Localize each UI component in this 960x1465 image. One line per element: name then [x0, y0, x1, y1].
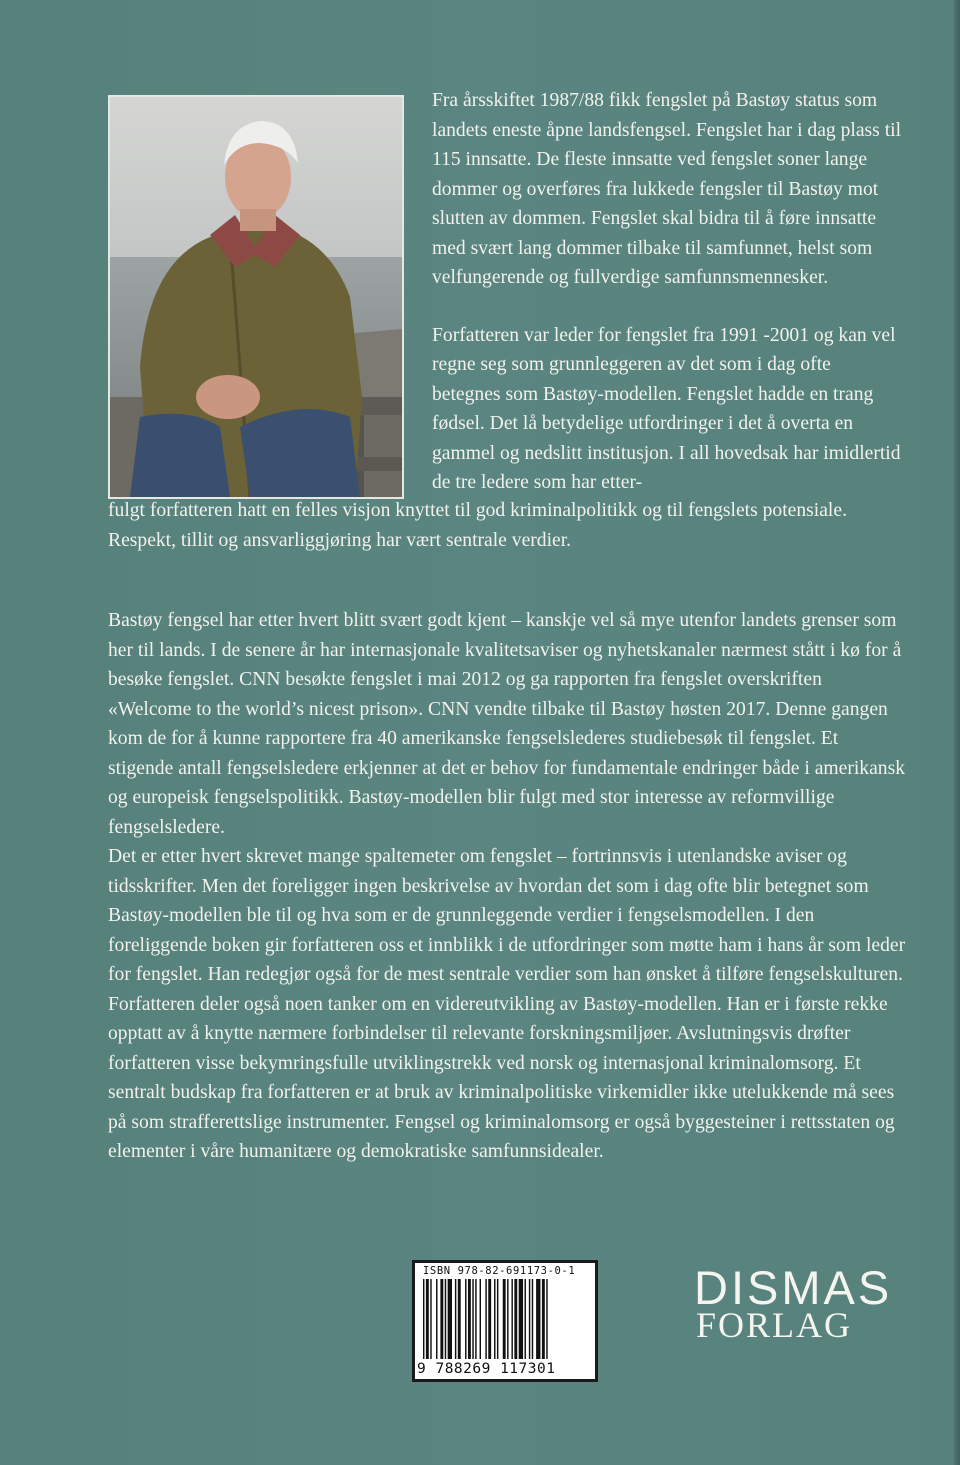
author-photo [108, 95, 404, 499]
publisher-logo [694, 1261, 893, 1345]
barcode-bar [472, 1279, 473, 1359]
publisher-name-line2: FORLAG [696, 1305, 853, 1345]
paragraph: Fra årsskiftet 1987/88 fikk fengslet på Bastøy status som landets eneste åpne landsfengsel. Fengslet har i dag plass til 115 innsatte. De fleste innsatte ved fengslet soner lange dommer og overføres fra lukkede fengsler til Bastøy mot slutten av dommen. Fengslet skal bidra til å føre innsatte med svært lang dommer tilbake til samfunnet, helst som velfungerende og fullverdige samfunnsmennesker. [432, 90, 902, 288]
barcode-bar [488, 1279, 491, 1359]
barcode-bar [485, 1279, 486, 1359]
barcode-bar [445, 1279, 446, 1359]
main-text-block [108, 606, 908, 1167]
spine-edge [954, 0, 960, 1465]
barcode-bar [525, 1279, 526, 1359]
paragraph: Bastøy fengsel har etter hvert blitt svært godt kjent – kanskje vel så mye utenfor landets grenser som her til lands. I de senere år har internasjonale kvalitetsaviser og nyhetskanaler nærmest stått i kø for å besøke fengslet. CNN besøkte fengslet i mai 2012 og ga rapporten fra fengslet overskriften «Welcome to the world’s nicest prison». CNN vendte tilbake til Bastøy høsten 2017. Denne gangen kom de for å kunne rapportere fra 40 amerikanske fengselslederes studiebesøk til fengslet. Et stigende antall fengselsledere erkjenner at det er behov for fundamentale endringer både i amerikansk og europeisk fengselspolitikk. Bastøy-modellen blir fulgt med stor interesse av reformvillige fengselsledere. [108, 610, 906, 838]
barcode-bar [475, 1279, 476, 1359]
barcode-bar [430, 1279, 431, 1359]
barcode-digits: 9 788269 117301 [417, 1361, 556, 1377]
barcode-bars [421, 1279, 593, 1359]
barcode-bar [542, 1279, 545, 1359]
intro-text-column [432, 86, 902, 498]
barcode-bar [440, 1279, 443, 1359]
isbn-label: ISBN 978-82-691173-0-1 [423, 1265, 576, 1277]
barcode-bar [458, 1279, 461, 1359]
barcode-bar [465, 1279, 466, 1359]
barcode-bar [529, 1279, 530, 1359]
barcode-bar [546, 1279, 547, 1359]
paragraph: Forfatteren deler også noen tanker om en videreutvikling av Bastøy-modellen. Han er i første rekke opptatt av å knytte nærmere forbindelser til relevante forskningsmiljøer. Avslutningsvis drøfter forfatteren visse bekymringsfulle utviklingstrekk ved norsk og internasjonal kriminalomsorg. Et sentralt budskap fra forfatteren er at bruk av kriminalpolitiske virkemidler ikke utelukkende må sees på som strafferettslige instrumenter. Fengsel og kriminalomsorg er også byggesteiner i rettsstaten og elementer i våre humanitære og demokratiske samfunnsidealer. [108, 993, 895, 1162]
paragraph: Det er etter hvert skrevet mange spaltemeter om fengslet – fortrinnsvis i utenlandske aviser og tidsskrifter. Men det foreligger ingen beskrivelse av hvordan det som i dag ofte blir betegnet som Bastøy-modellen ble til og hva som er de grunnleggende verdier i fengselsmodellen. I den foreliggende boken gir forfatteren oss et innblikk i de utfordringer som møtte ham i hans år som leder for fengslet. Han redegjør også for de mest sentrale verdier som han ønsket å tilføre fengselskulturen. [108, 846, 906, 985]
barcode-bar [503, 1279, 506, 1359]
isbn-barcode [412, 1260, 598, 1382]
barcode-bar [536, 1279, 540, 1359]
paragraph-continuation: fulgt forfatteren hatt en felles visjon knyttet til god kriminalpolitikk og til fengslets potensiale. Respekt, tillit og ansvarliggjøring har vært sentrale verdier. [108, 500, 847, 551]
barcode-bar [514, 1279, 517, 1359]
barcode-bar [497, 1279, 498, 1359]
barcode-bar [519, 1279, 523, 1359]
barcode-bar [480, 1279, 481, 1359]
barcode-bar [507, 1279, 508, 1359]
barcode-bar [532, 1279, 533, 1359]
paragraph: Forfatteren var leder for fengslet fra 1991 -2001 og kan vel regne seg som grunnleggeren av det som i dag ofte betegnes som Bastøy-modellen. Fengslet hadde en trang fødsel. Det lå betydelige utfordringer i det å overta en gammel og nedslitt institusjon. I all hovedsak har imidlertid de tre ledere som har etter- [432, 324, 901, 493]
barcode-bar [468, 1279, 471, 1359]
barcode-bar [511, 1279, 512, 1359]
barcode-bar [423, 1279, 424, 1359]
barcode-bar [448, 1279, 452, 1359]
barcode-bar [494, 1279, 495, 1359]
barcode-bar [436, 1279, 437, 1359]
publisher-name-line1: DISMAS [694, 1261, 893, 1314]
barcode-bar [426, 1279, 429, 1359]
barcode-bar [455, 1279, 456, 1359]
